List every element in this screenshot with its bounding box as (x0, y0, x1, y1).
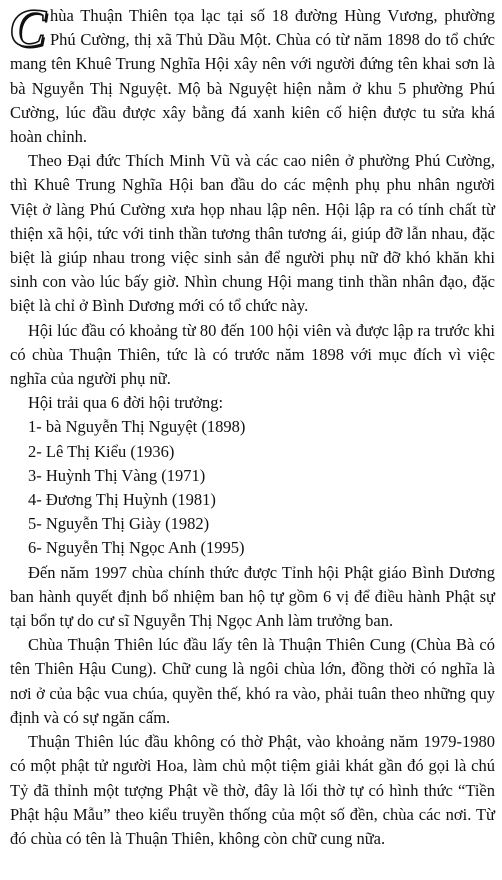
paragraph-6: Thuận Thiên lúc đầu không có thờ Phật, vào khoảng năm 1979-1980 có một phật tử người Hoa, làm chủ một tiệm giải khát gần đó gọi là chú Tỷ đã thỉnh một tượng Phật về thờ, đây là lối thờ tự có hình thức “Tiền Phật hậu Mẫu” theo kiểu truyền thống của một số đền, chùa các nơi. Từ đó chùa có tên là Thuận Thiên, không còn chữ cung nữa. (10, 732, 495, 848)
paragraph-1 (10, 0, 495, 149)
paragraph-1-text: hùa Thuận Thiên tọa lạc tại số 18 đường Hùng Vương, phường Phú Cường, thị xã Thủ Dầu Một. Chùa có từ năm 1898 do tổ chức mang tên Khuê Trung Nghĩa Hội xây nên với người đứng tên khai sơn là bà Nguyễn Thị Nguyệt. Mộ bà Nguyệt hiện nằm ở khu 5 phường Phú Cường, lúc đầu được xây bằng đá xanh kiên cố hiện được tu sửa khá hoàn chỉnh. (10, 6, 495, 147)
paragraph-3: Hội lúc đầu có khoảng từ 80 đến 100 hội viên và được lập ra trước khi có chùa Thuận Thiên, tức là có trước năm 1898 với mục đích vì việc nghĩa của người phụ nữ. (10, 320, 495, 389)
list-item: 2- Lê Thị Kiểu (1936) (28, 441, 175, 461)
list-item: 1- bà Nguyễn Thị Nguyệt (1898) (28, 417, 246, 437)
list-intro: Hội trải qua 6 đời hội trưởng: (28, 393, 224, 413)
paragraph-5: Chùa Thuận Thiên lúc đầu lấy tên là Thuận Thiên Cung (Chùa Bà có tên Thiên Hậu Cung). Chữ cung là ngôi chùa lớn, đồng thời có nghĩa là nơi ở của bậc vua chúa, quyền thế, khó ra vào, phải tuân theo những quy định và có sự ngăn cấm. (10, 635, 495, 727)
paragraph-4: Đến năm 1997 chùa chính thức được Tỉnh hội Phật giáo Bình Dương ban hành quyết định bổ nhiệm ban hộ tự gồm 6 vị để điều hành Phật sự tại bổn tự do cư sĩ Nguyễn Thị Ngọc Anh làm trưởng ban. (10, 562, 495, 631)
list-item: 5- Nguyễn Thị Giày (1982) (28, 514, 210, 534)
paragraph-2: Theo Đại đức Thích Minh Vũ và các cao niên ở phường Phú Cường, thì Khuê Trung Nghĩa Hội ban đầu do các mệnh phụ phu nhân người Việt ở làng Phú Cường xưa họp nhau lập nên. Hội lập ra có tính chất từ thiện xã hội, tức với tinh thần tương thân tương ái, giúp đỡ lẫn nhau, đặc biệt là giúp nhau trong việc sinh sản để người phụ nữ đỡ khó khăn khi sinh con vào lúc bấy giờ. Nhìn chung Hội mang tinh thần nhân đạo, đặc biệt là chỉ ở Bình Dương mới có tổ chức này. (10, 151, 495, 316)
list-item: 3- Huỳnh Thị Vàng (1971) (28, 465, 206, 485)
dropcap-letter: C (10, 0, 47, 58)
list-item: 4- Đương Thị Huỳnh (1981) (28, 490, 216, 510)
list-item: 6- Nguyễn Thị Ngọc Anh (1995) (28, 538, 245, 558)
